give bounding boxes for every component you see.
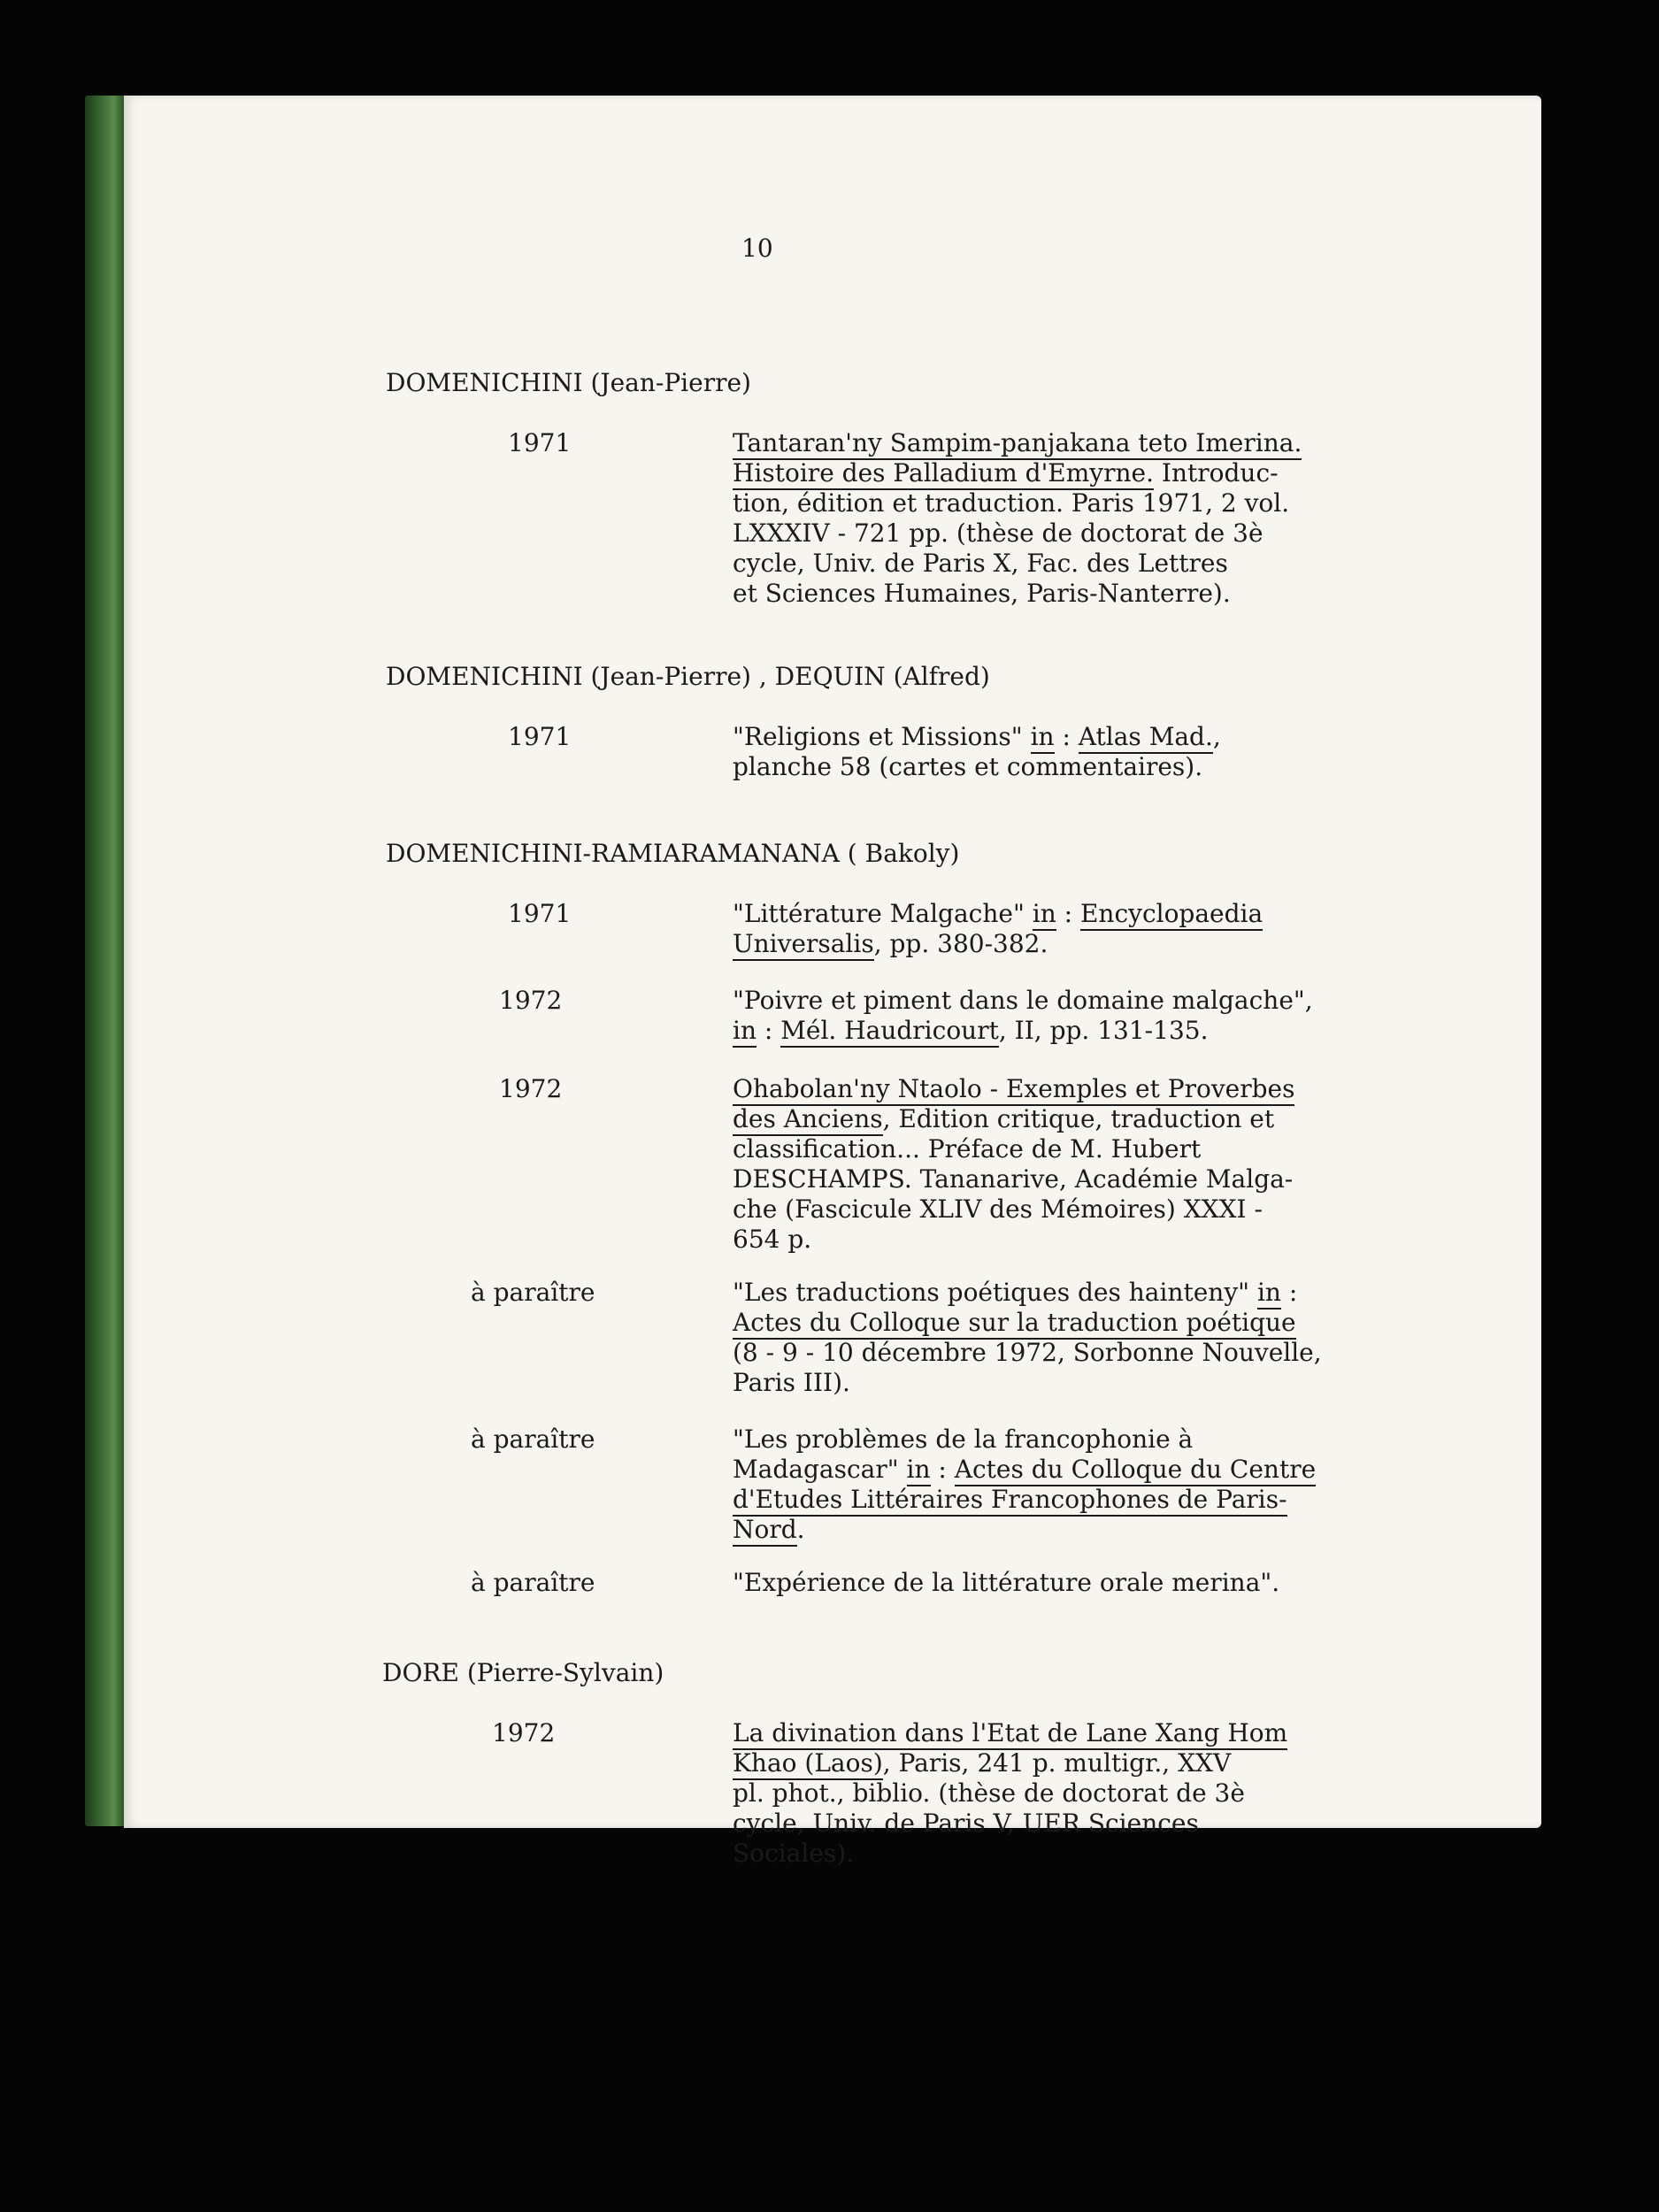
- entry-text: Introduc-: [1154, 458, 1279, 488]
- entry-year: à paraître: [471, 1568, 595, 1597]
- entry-year: 1971: [508, 428, 572, 457]
- entry-text: :: [1056, 899, 1080, 928]
- entry-line: [733, 1748, 1432, 1778]
- entry-line: [733, 1515, 1432, 1545]
- entry-text: .: [796, 1515, 805, 1544]
- entry-line: [733, 929, 1432, 959]
- bibliography-entry: [733, 1718, 1432, 1869]
- entry-line: [733, 1568, 1432, 1598]
- page-number: 10: [741, 234, 773, 263]
- entry-text: :: [1054, 722, 1079, 751]
- entry-text: "Poivre et piment dans le domaine malgache",: [733, 986, 1313, 1015]
- bibliography-entry: [733, 1278, 1432, 1398]
- entry-text: classification... Préface de M. Hubert: [733, 1134, 1202, 1164]
- entry-year: 1971: [508, 899, 572, 928]
- underlined-title: in: [1257, 1278, 1281, 1310]
- entry-text: tion, édition et traduction. Paris 1971, 2 vol.: [733, 488, 1290, 518]
- entry-line: [733, 1809, 1432, 1839]
- entry-line: [733, 1225, 1432, 1255]
- author-heading: DOMENICHINI-RAMIARAMANANA ( Bakoly): [386, 839, 960, 868]
- entry-line: [733, 579, 1432, 609]
- entry-line: [733, 752, 1432, 782]
- entry-line: [733, 899, 1432, 929]
- underlined-title: Ohabolan'ny Ntaolo - Exemples et Proverbes: [733, 1074, 1294, 1106]
- entry-year: à paraître: [471, 1278, 595, 1307]
- bibliography-entry: [733, 1074, 1432, 1255]
- underlined-title: Nord: [733, 1515, 797, 1547]
- entry-line: [733, 1104, 1432, 1134]
- underlined-title: Khao (Laos): [733, 1748, 883, 1780]
- entry-text: :: [930, 1455, 955, 1484]
- entry-text: , pp. 380-382.: [873, 929, 1048, 958]
- entry-text: "Les problèmes de la francophonie à: [733, 1425, 1194, 1454]
- entry-year: 1971: [508, 722, 572, 751]
- underlined-title: La divination dans l'Etat de Lane Xang Hom: [733, 1718, 1287, 1750]
- entry-text: Paris III).: [733, 1368, 850, 1397]
- underlined-title: Mél. Haudricourt: [780, 1016, 999, 1048]
- underlined-title: Actes du Colloque sur la traduction poétique: [733, 1308, 1296, 1340]
- entry-text: LXXXIV - 721 pp. (thèse de doctorat de 3è: [733, 518, 1263, 548]
- entry-line: [733, 518, 1432, 549]
- underlined-title: Tantaran'ny Sampim-panjakana teto Imerina.: [733, 428, 1302, 460]
- entry-line: [733, 1308, 1432, 1338]
- entry-text: pl. phot., biblio. (thèse de doctorat de 3è: [733, 1778, 1245, 1808]
- underlined-title: in: [907, 1455, 931, 1486]
- entry-line: [733, 458, 1432, 488]
- bibliography-entry: [733, 428, 1432, 609]
- entry-line: [733, 1164, 1432, 1194]
- underlined-title: Universalis: [733, 929, 874, 961]
- entry-text: "Expérience de la littérature orale merina".: [733, 1568, 1280, 1597]
- entry-line: [733, 428, 1432, 458]
- entry-line: [733, 986, 1432, 1016]
- underlined-title: d'Etudes Littéraires Francophones de Paris-: [733, 1485, 1287, 1517]
- entry-text: , Paris, 241 p. multigr., XXV: [882, 1748, 1232, 1778]
- entry-text: , II, pp. 131-135.: [998, 1016, 1209, 1045]
- entry-line: [733, 1016, 1432, 1046]
- entry-line: [733, 1338, 1432, 1368]
- entry-text: DESCHAMPS. Tananarive, Académie Malga-: [733, 1164, 1294, 1194]
- entry-text: ,: [1212, 722, 1221, 751]
- entry-text: :: [757, 1016, 781, 1045]
- entry-text: che (Fascicule XLIV des Mémoires) XXXI -: [733, 1194, 1263, 1224]
- entry-text: 654 p.: [733, 1225, 812, 1254]
- entry-line: [733, 1074, 1432, 1104]
- entry-line: [733, 488, 1432, 518]
- underlined-title: in: [1031, 722, 1055, 754]
- author-heading: DORE (Pierre-Sylvain): [382, 1658, 664, 1687]
- bibliography-entry: [733, 899, 1432, 959]
- bibliography-entry: [733, 722, 1432, 782]
- entry-line: [733, 1368, 1432, 1398]
- entry-year: à paraître: [471, 1425, 595, 1454]
- entry-text: "Littérature Malgache": [733, 899, 1033, 928]
- entry-text: "Les traductions poétiques des hainteny": [733, 1278, 1257, 1307]
- entry-line: [733, 1134, 1432, 1164]
- underlined-title: Encyclopaedia: [1080, 899, 1263, 931]
- entry-text: "Religions et Missions": [733, 722, 1031, 751]
- book-binding: [85, 96, 126, 1826]
- entry-line: [733, 1278, 1432, 1308]
- entry-line: [733, 1778, 1432, 1809]
- underlined-title: Atlas Mad.: [1079, 722, 1213, 754]
- author-heading: DOMENICHINI (Jean-Pierre): [386, 368, 751, 397]
- entry-year: 1972: [499, 1074, 563, 1103]
- entry-text: et Sciences Humaines, Paris-Nanterre).: [733, 579, 1231, 608]
- underlined-title: des Anciens: [733, 1104, 883, 1136]
- author-heading: DOMENICHINI (Jean-Pierre) , DEQUIN (Alfred): [386, 662, 990, 691]
- entry-text: Madagascar": [733, 1455, 907, 1484]
- entry-line: [733, 1485, 1432, 1515]
- entry-line: [733, 1425, 1432, 1455]
- entry-line: [733, 549, 1432, 579]
- bibliography-entry: [733, 1568, 1432, 1598]
- underlined-title: in: [1033, 899, 1056, 931]
- entry-line: [733, 1839, 1432, 1869]
- entry-text: cycle, Univ. de Paris X, Fac. des Lettres: [733, 549, 1228, 578]
- entry-year: 1972: [499, 986, 563, 1015]
- entry-line: [733, 1455, 1432, 1485]
- entry-year: 1972: [492, 1718, 556, 1747]
- bibliography-entry: [733, 986, 1432, 1046]
- underlined-title: in: [733, 1016, 757, 1048]
- entry-text: (8 - 9 - 10 décembre 1972, Sorbonne Nouvelle,: [733, 1338, 1322, 1367]
- entry-line: [733, 1194, 1432, 1225]
- entry-text: cycle, Univ. de Paris V, UER Sciences: [733, 1809, 1199, 1838]
- entry-line: [733, 722, 1432, 752]
- entry-line: [733, 1718, 1432, 1748]
- entry-text: , Edition critique, traduction et: [882, 1104, 1275, 1133]
- bibliography-entry: [733, 1425, 1432, 1545]
- entry-text: planche 58 (cartes et commentaires).: [733, 752, 1203, 781]
- entry-text: Sociales).: [733, 1839, 855, 1868]
- underlined-title: Histoire des Palladium d'Emyrne.: [733, 458, 1154, 490]
- underlined-title: Actes du Colloque du Centre: [955, 1455, 1316, 1486]
- entry-text: :: [1280, 1278, 1298, 1307]
